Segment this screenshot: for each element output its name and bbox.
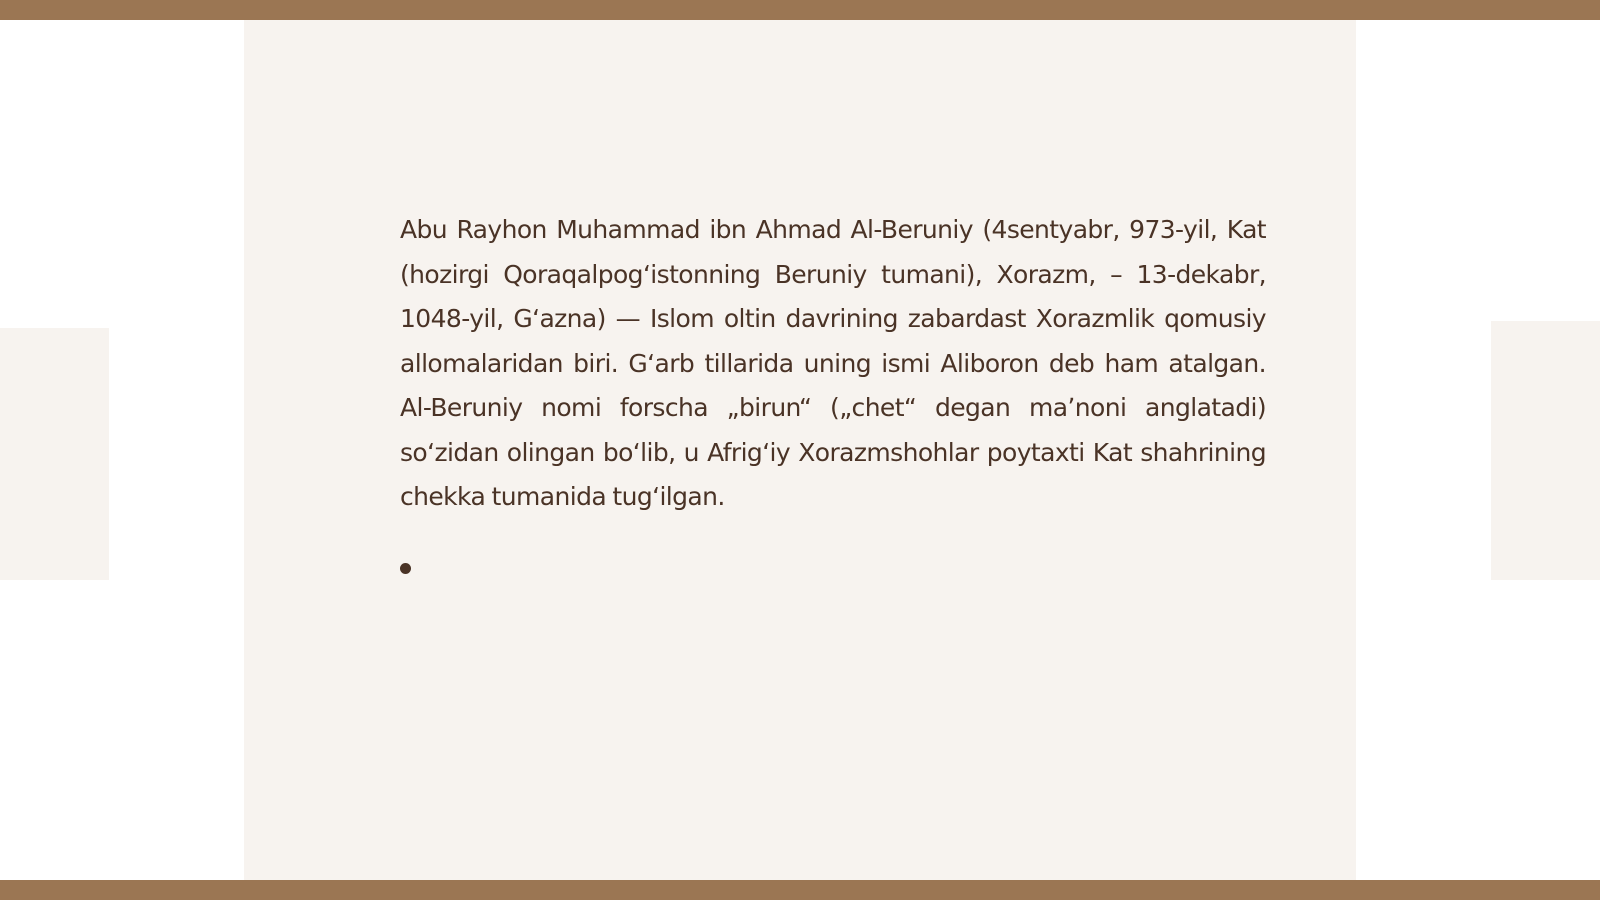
empty-bullet-point — [400, 563, 411, 574]
left-side-block — [0, 328, 109, 580]
bottom-accent-bar — [0, 880, 1600, 900]
right-side-block — [1491, 321, 1600, 580]
text-body — [400, 208, 1266, 520]
biography-paragraph: Abu Rayhon Muhammad ibn Ahmad Al-Beruniy (4sentyabr, 973-yil, Kat (hozirgi Qoraqalpogʻistonning Beruniy tumani), Xorazm, – 13-dekabr, 1048-yil, Gʻazna) — Islom oltin davrining zabardast Xorazmlik qomusiy allomalaridan biri. Gʻarb tillarida uning ismi Aliboron deb ham atalgan. Al-Beruniy nomi forscha „birun“ („chet“ degan maʼnoni anglatadi) soʻzidan olingan boʻlib, u Afrigʻiy Xorazmshohlar poytaxti Kat shahrining chekka tumanida tugʻilgan. — [400, 215, 1266, 511]
top-accent-bar — [0, 0, 1600, 20]
